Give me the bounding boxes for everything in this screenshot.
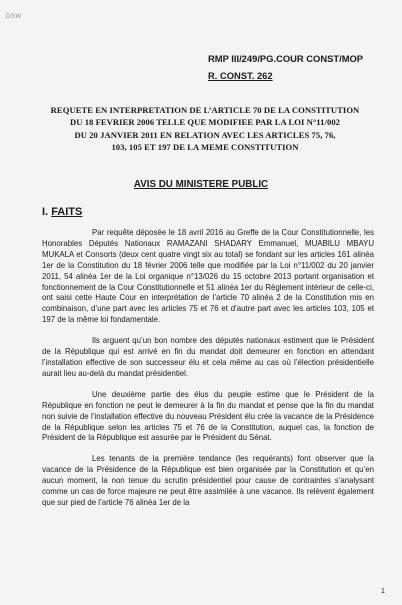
- case-reference: [208, 50, 363, 84]
- paragraph: Par requête déposée le 18 avril 2016 au Greffe de la Cour Constitutionnelle, les Honorables Députés Nationaux RAMAZANI SHADARY Emmanuel, MUABILU MBAYU MUKALA et Consorts (deux cent quatre vingt six au total) se fondant sur les articles 161 alinéa 1er de la Constitution du 18 février 2006 telle que modifiée par la Loi n°11/002 du 20 janvier 2011, 54 alinéa 1er de la Loi organique n°13/026 du 15 octobre 2013 portant organisation et fonctionnement de la Cour Constitutionnelle et 51 alinéa 1er du Règlement intérieur de celle-ci, ont saisi cette Haute Cour en interprétation de l’article 70 alinéa 2 de la Constitution mis en combinaison, d’une part avec les articles 75 et 76 et d’autre part avec les articles 103, 105 et 197 de la même loi fondamentale.: [42, 228, 374, 325]
- watermark-text: DSW: [6, 14, 22, 20]
- paragraph: Une deuxième partie des élus du peuple estime que le Président de la République en fonction ne peut le demeurer à la fin du mandat et pense que la fin du mandat non suivie de l’installation effective du nouveau Président élu crée la vacance de la Présidence de la République selon les articles 75 et 76 de la Constitution, auquel cas, la fonction de Président de la République est assurée par le Président du Sénat.: [42, 389, 374, 443]
- title-line: REQUETE EN INTERPRETATION DE L’ARTICLE 70 DE LA CONSTITUTION: [50, 105, 360, 115]
- body-text: [42, 228, 374, 519]
- page-number: 1: [381, 588, 385, 595]
- title-line: DU 18 FEVRIER 2006 TELLE QUE MODIFIEE PAR LA LOI N°11/002: [69, 117, 341, 128]
- section-heading: [42, 206, 82, 218]
- section-title: FAITS: [51, 206, 83, 218]
- document-title: [38, 104, 372, 154]
- reference-line-2: R. CONST. 262: [208, 70, 273, 81]
- section-number: I.: [42, 206, 49, 218]
- title-line: 103, 105 ET 197 DE LA MEME CONSTITUTION: [111, 142, 299, 153]
- paragraph: Ils arguent qu’un bon nombre des députés nationaux estiment que le Président de la République qui est arrivé en fin du mandat doit demeurer en fonction en attendant l’installation effective de son successeur élu et cela même au cas où l’élection présidentielle aurait lieu au-delà du mandat présidentiel.: [42, 336, 374, 378]
- opinion-title: AVIS DU MINISTERE PUBLIC: [133, 179, 269, 190]
- reference-line-1: RMP III/249/PG.COUR CONST/MOP: [208, 53, 364, 64]
- paragraph: Les tenants de la première tendance (les requérants) font observer que la vacance de la Présidence de la République est bien organisée par la Constitution et qu’en aucun moment, la non tenue du scrutin présidentiel pour cause de contraintes s’analysant comme un cas de force majeure ne peut être assimilée à une vacance. Ils relèvent également que sur pied de l’article 76 alinéa 1er de la: [42, 454, 374, 507]
- title-line: DU 20 JANVIER 2011 EN RELATION AVEC LES ARTICLES 75, 76,: [74, 129, 336, 140]
